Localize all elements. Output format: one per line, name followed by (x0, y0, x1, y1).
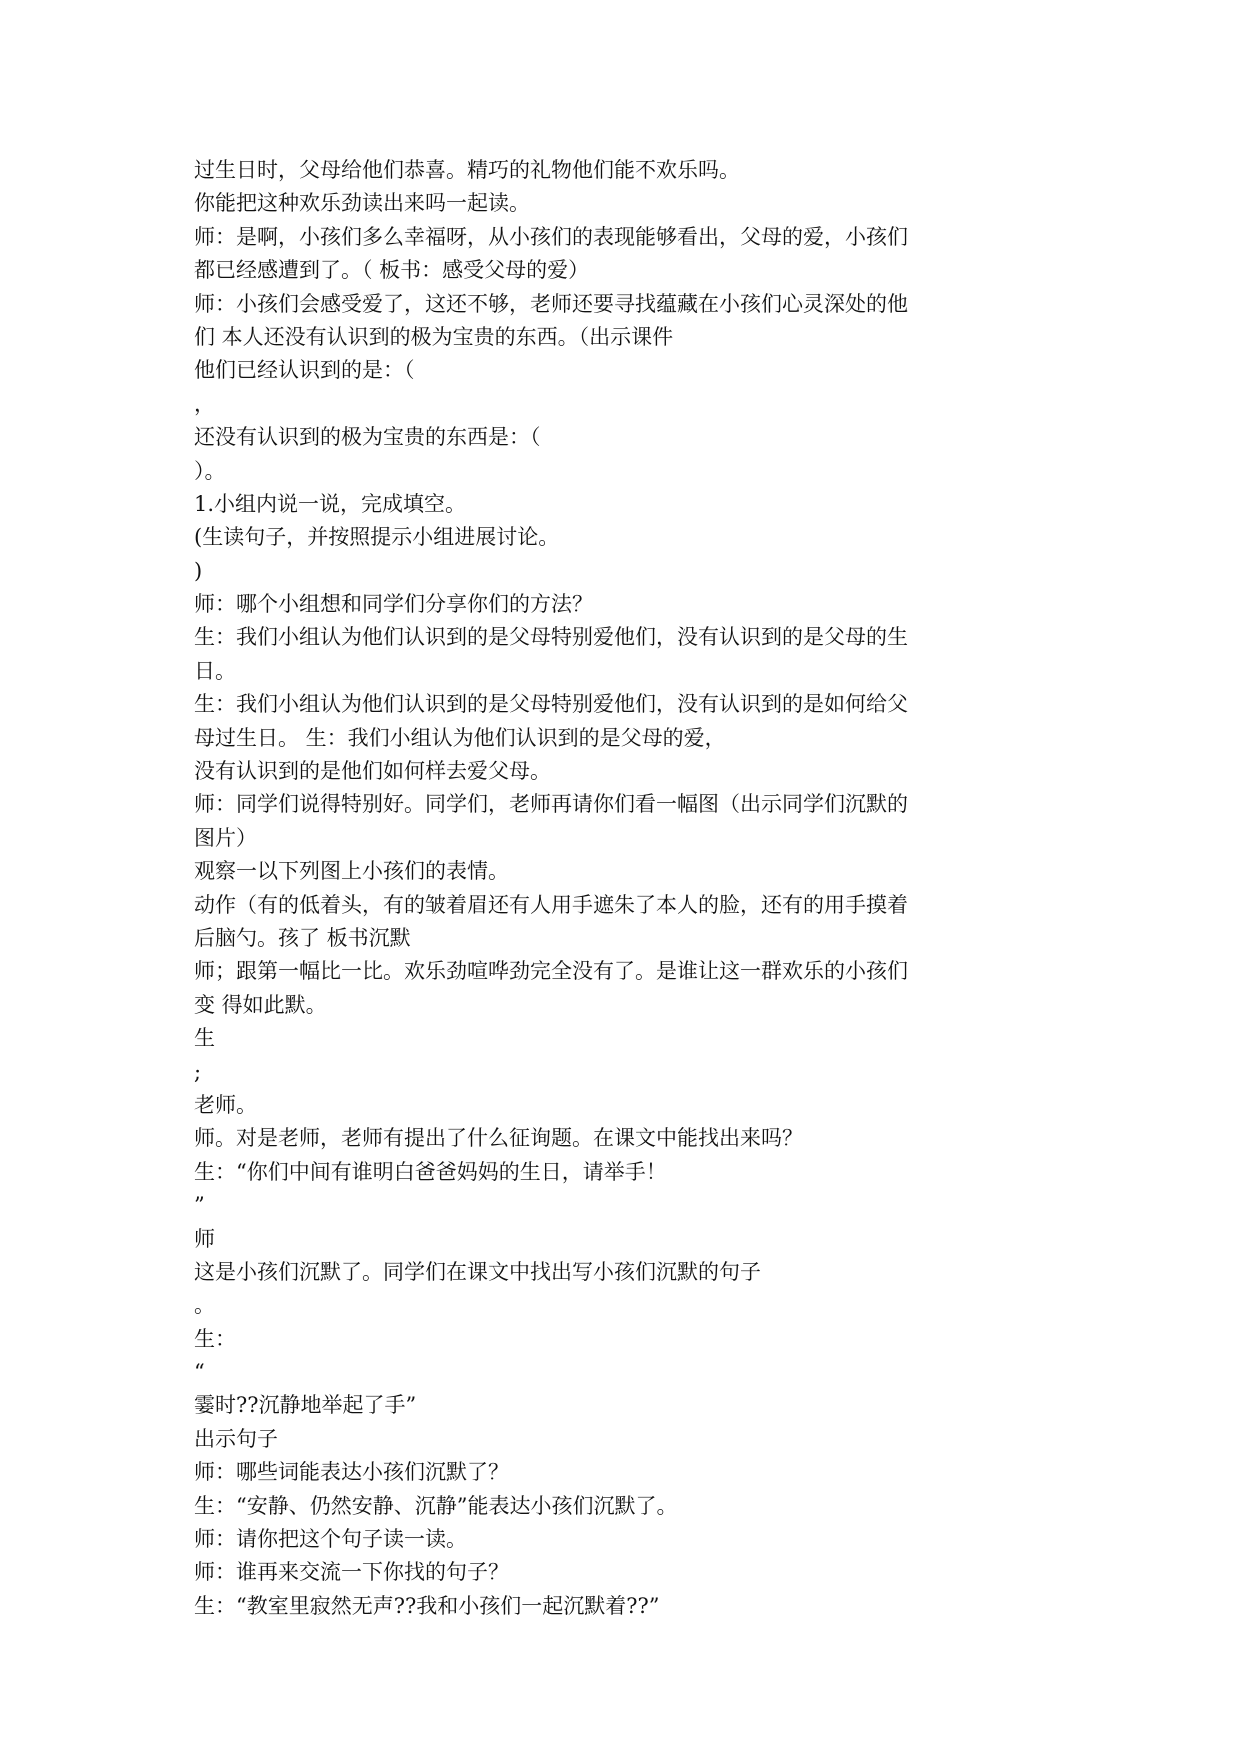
text-line: 师：哪些词能表达小孩们沉默了？ (194, 1460, 509, 1485)
text-line: ) (194, 558, 203, 583)
text-line: 观察一以下列图上小孩们的表情。 (194, 859, 509, 884)
text-line: 师：谁再来交流一下你找的句子？ (194, 1560, 509, 1585)
text-line: ， (194, 391, 215, 416)
text-line: (生读句子，并按照提示小组进展讨论。 (194, 525, 560, 550)
text-line: 还没有认识到的极为宝贵的东西是：（ (194, 425, 541, 450)
text-line: 生 (194, 1026, 215, 1051)
text-line: 。 (194, 1293, 215, 1318)
text-line: 师 (194, 1226, 215, 1251)
text-line: 师；跟第一幅比一比。欢乐劲喧哗劲完全没有了。是谁让这一群欢乐的小孩们 (194, 959, 908, 984)
text-line: ; (194, 1059, 202, 1084)
text-line: 这是小孩们沉默了。同学们在课文中找出写小孩们沉默的句子 (194, 1259, 761, 1284)
text-line: 们 本人还没有认识到的极为宝贵的东西。（出示课件 (194, 324, 674, 349)
text-line: 师：是啊，小孩们多么幸福呀，从小孩们的表现能够看出，父母的爱，小孩们 (194, 224, 908, 249)
text-line: 生：我们小组认为他们认识到的是父母特别爱他们，没有认识到的是如何给父 (194, 692, 908, 717)
text-line: 霎时??沉静地举起了手” (194, 1393, 417, 1418)
text-line: 老师。 (194, 1092, 257, 1117)
text-line: ” (194, 1193, 205, 1218)
text-line: 师。对是老师，老师有提出了什么征询题。在课文中能找出来吗？ (194, 1126, 803, 1151)
text-line: 后脑勺。孩了 板书沉默 (194, 925, 411, 950)
text-line: 你能把这种欢乐劲读出来吗一起读。 (194, 191, 530, 216)
text-line: 过生日时，父母给他们恭喜。精巧的礼物他们能不欢乐吗。 (194, 158, 740, 182)
text-line: 出示句子 (194, 1426, 278, 1451)
text-line: 生：我们小组认为他们认识到的是父母特别爱他们，没有认识到的是父母的生 (194, 625, 908, 650)
text-line: 生：“你们中间有谁明白爸爸妈妈的生日，请举手！ (194, 1159, 667, 1184)
text-line: 生：“安静、仍然安静、沉静”能表达小孩们沉默了。 (194, 1493, 678, 1518)
text-line: “ (194, 1360, 205, 1385)
text-line: 日。 (194, 658, 236, 683)
text-line: ）。 (194, 458, 226, 483)
text-line: 师：哪个小组想和同学们分享你们的方法？ (194, 592, 593, 617)
text-line: 没有认识到的是他们如何样去爱父母。 (194, 759, 551, 784)
document-body (194, 154, 1054, 1623)
text-line: 都已经感遭到了。（ 板书：感受父母的爱） (194, 258, 590, 283)
text-line: 生： (194, 1326, 236, 1351)
text-line: 他们已经认识到的是：（ (194, 358, 415, 383)
text-line: 母过生日。 生：我们小组认为他们认识到的是父母的爱， (194, 725, 726, 750)
text-line: 1.小组内说一说，完成填空。 (194, 491, 467, 516)
text-line: 动作（有的低着头，有的皱着眉还有人用手遮朱了本人的脸，还有的用手摸着 (194, 892, 908, 917)
text-line: 生：“教室里寂然无声??我和小孩们一起沉默着??” (194, 1593, 660, 1618)
text-line: 师：请你把这个句子读一读。 (194, 1527, 467, 1552)
text-line: 师：小孩们会感受爱了，这还不够，老师还要寻找蕴藏在小孩们心灵深处的他 (194, 291, 908, 316)
text-line: 变 得如此默。 (194, 992, 327, 1017)
text-line: 图片） (194, 825, 257, 850)
text-line: 师：同学们说得特别好。同学们，老师再请你们看一幅图（出示同学们沉默的 (194, 792, 908, 817)
